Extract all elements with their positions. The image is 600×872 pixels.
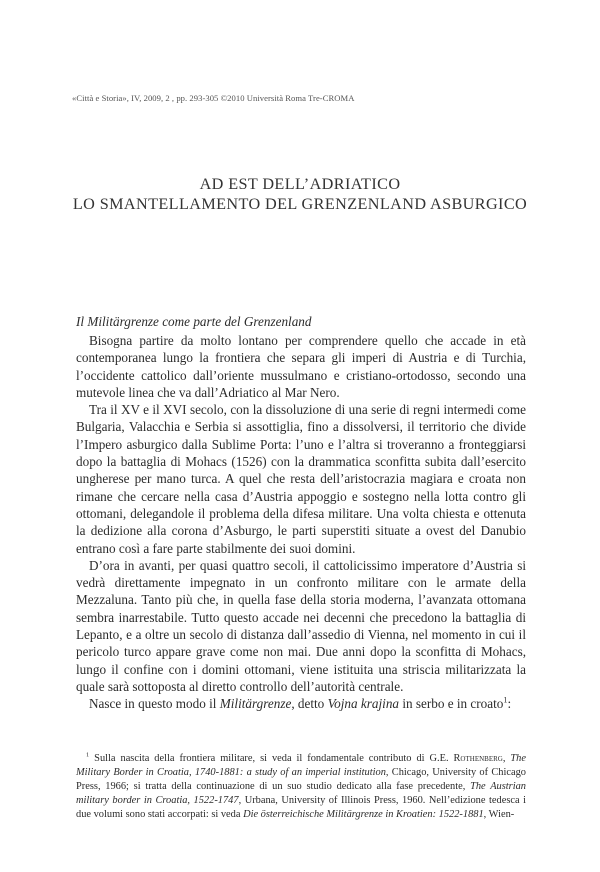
- footnote-book-title: Die österreichische Militärgrenze in Kroatien: 1522-1881: [243, 808, 484, 820]
- footnote-text: [76, 752, 526, 822]
- section-heading: Il Militärgrenze come parte del Grenzenland: [76, 314, 312, 329]
- paragraph-1: Bisogna partire da molto lontano per comprendere quello che accade in età contemporanea lungo la frontiera che separa gli imperi di Austria e di Turchia, l’occidente cattolico dall’oriente mussulmano e cristiano-ortodosso, secondo una mutevole linea che va dall’Adriatico al Mar Nero.: [76, 333, 526, 400]
- body-text: [76, 332, 526, 713]
- term-militargrenze: Militärgrenze: [219, 696, 292, 712]
- term-vojna-krajina: Vojna krajina: [327, 696, 400, 712]
- running-head: «Città e Storia», IV, 2009, 2 , pp. 293-305 ©2010 Università Roma Tre-CROMA: [72, 93, 355, 103]
- footnote: [76, 752, 526, 822]
- paragraph-2: Tra il XV e il XVI secolo, con la dissoluzione di una serie di regni intermedi come Bulgaria, Valacchia e Serbia si assottiglia, fino a dissolversi, il territorio che divide l’Impero asburgico dalla Sublime Porta: l’uno e l’altra si troveranno a fronteggiarsi dopo la battaglia di Mohacs (1526) con la drammatica sconfitta subita dall’esercito ungherese per mano turca. A quel che resta dell’aristocrazia magiara e croata non rimane che cercare nella casa d’Austria appoggio e sostegno nella lotta contro gli ottomani, delegandole il problema della difesa militare. Una volta chiesta e ottenuta la dedizione alla corona d’Asburgo, le parti superstiti situate a ovest del Danubio entrano così a fare parte stabilmente dei suoi domini.: [76, 402, 526, 556]
- footnote-book-title: The Military Border in Croatia, 1740-1881: a study of an imperial institution: [76, 753, 526, 778]
- footnote-segment: Sulla nascita della frontiera militare, si veda il fondamentale contributo di G.E.: [89, 753, 454, 764]
- paragraph-3: D’ora in avanti, per quasi quattro secoli, il cattolicissimo imperatore d’Austria si vedrà direttamente impegnato in un confronto militare con le armate della Mezzaluna. Tanto più che, in quella fase della storia moderna, l’avanzata ottomana sembra inarrestabile. Tutto questo accade nei decenni che precedono la battaglia di Lepanto, e a oltre un secolo di distanza dall’assedio di Vienna, nel momento in cui il pericolo turco appare grave come non mai. Due anni dopo la sconfitta di Mohacs, lungo il confine con i domini ottomani, viene istituita una striscia militarizzata la quale sarà sottoposta al diretto controllo dell’autorità centrale.: [76, 557, 526, 694]
- footnote-reference[interactable]: 1: [503, 695, 508, 705]
- footnote-segment: , Chicago, University of Chicago Press, 1966; si tratta della continuazione di un suo studio dedicato alla fase precedente,: [76, 766, 526, 792]
- footnote-segment: , Urbana, University of Illinois Press, 1960. Nell’edizione tedesca i due volumi sono stati accorpati: si veda: [76, 794, 526, 820]
- article-title-line-2: LO SMANTELLAMENTO DEL GRENZENLAND ASBURGICO: [72, 195, 528, 213]
- footnote-segment: , Wien-: [483, 808, 515, 820]
- paragraph-4-text: :: [507, 696, 512, 712]
- paragraph-4-text: Nasce in questo modo il: [89, 696, 220, 712]
- paragraph-4-text: in serbo e in croato: [399, 696, 504, 712]
- paragraph-4: [76, 695, 526, 712]
- footnote-number: 1: [86, 751, 90, 759]
- footnote-author: Rothenberg: [453, 753, 503, 764]
- footnote-segment: ,: [502, 753, 511, 764]
- article-title-line-1: AD EST DELL’ADRIATICO: [199, 175, 401, 193]
- paragraph-4-text: , detto: [291, 696, 328, 712]
- footnote-book-title: The Austrian military border in Croatia, 1522-1747: [76, 780, 527, 806]
